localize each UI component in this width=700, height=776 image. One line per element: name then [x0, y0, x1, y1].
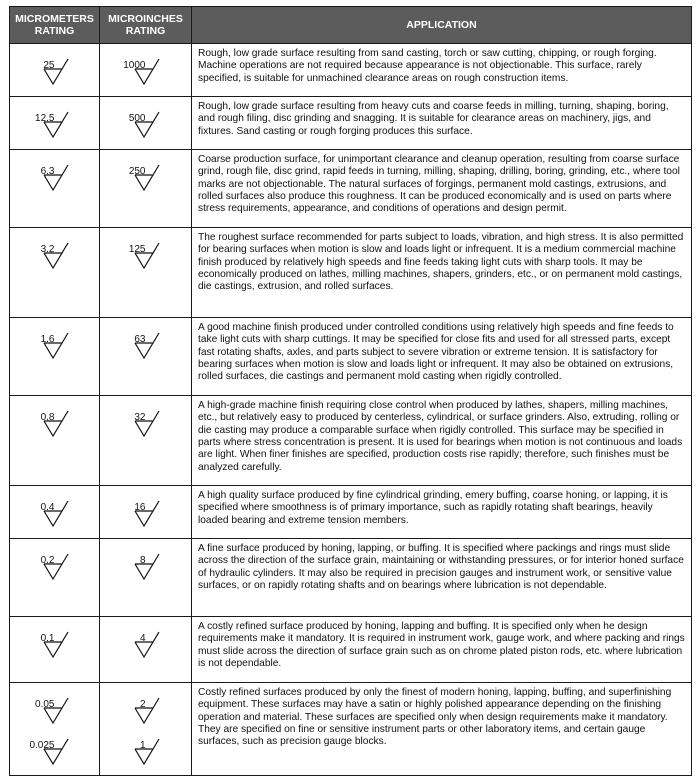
microinches-cell [100, 486, 192, 539]
surface-roughness-table [9, 6, 692, 776]
microinches-cell [100, 683, 192, 776]
micrometers-cell [10, 396, 100, 486]
micrometers-cell [10, 683, 100, 776]
microinches-cell [100, 318, 192, 396]
rating-value: 4 [139, 633, 146, 644]
finish-symbol-icon [29, 736, 78, 766]
finish-symbol-icon [32, 408, 78, 438]
application-text: A high quality surface produced by fine cylindrical grinding, emery buffing, coarse honing, or lapping, it is specified where smoothness is of primary importance, such as rapidly rotating shaft bearings, heavily loaded bearing and extreme tension members. [192, 486, 692, 539]
finish-symbol-icon [32, 330, 78, 360]
rating-value: 0.05 [35, 699, 55, 710]
micrometers-cell [10, 97, 100, 150]
micrometers-cell [10, 150, 100, 228]
rating-value: 0.2 [40, 555, 55, 566]
application-text: The roughest surface recommended for parts subject to loads, vibration, and high stress. It is also permitted for bearing surfaces when motion is slow and loads light or infrequent. It is a medium commercial machine finish produced by relatively high speeds and fine feeds taking light cuts with sharp tools. It may be economically produced on lathes, milling machines, shapers, grinders, etc., or on permanent mold castings, die castings, extrusion, and rolled surfaces. [192, 228, 692, 318]
rating-value: 16 [134, 502, 146, 513]
finish-symbol-icon [123, 498, 169, 528]
application-text: Coarse production surface, for unimportant clearance and cleanup operation, resulting from coarse surface grind, rough file, disc grind, rapid feeds in turning, milling, shaping, drilling, boring, grinding, etc., where tool marks are not objectionable. The natural surfaces of forgings, permanent mold castings, extrusions, and rolled surfaces also produce this roughness. It can be produced economically and is used on parts where stress requirements, appearance, and conditions of operations and design permit. [192, 150, 692, 228]
finish-symbol-icon [32, 162, 78, 192]
table-header-row [10, 7, 692, 44]
micrometers-cell [10, 486, 100, 539]
header-micrometers-line1: MICROMETERS [15, 13, 94, 25]
rating-value: 250 [128, 166, 146, 177]
micrometers-cell [10, 539, 100, 617]
micrometers-cell [10, 617, 100, 683]
micrometers-cell [10, 318, 100, 396]
application-text: A costly refined surface produced by honing, lapping and buffing. It is specified only when he design requirements make it mandatory. It is required in instrument work, gauge work, and where packing and rings must slide across the direction of surface grain such as on chrome plated piston rods, etc. where lubrication is not dependable. [192, 617, 692, 683]
check-mark-icon [123, 736, 169, 766]
header-microinches-rating [100, 7, 192, 44]
application-text: Rough, low grade surface resulting from sand casting, torch or saw cutting, chipping, or rough forging. Machine operations are not required because appearance is not objectionable. This surface, rarely specified, is suitable for unmachined clearance areas on rough construction items. [192, 44, 692, 97]
table-row [10, 617, 692, 683]
header-microinches-line2: RATING [125, 25, 166, 37]
application-text: A good machine finish produced under controlled conditions using relatively high speeds and fine feeds to take light cuts with sharp cuttings. It may be specified for close fits and used for all stressed parts, except fast rotating shafts, axles, and parts subject to severe vibration or extreme tension. It is satisfactory for bearing surfaces when motion is slow and loads light or infrequent. It may also be obtained on extrusions, rolled surfaces, die castings and permanent mold casting when rigidly controlled. [192, 318, 692, 396]
table-row [10, 396, 692, 486]
header-application: APPLICATION [192, 7, 692, 44]
microinches-cell [100, 396, 192, 486]
application-text: A high-grade machine finish requiring close control when produced by lathes, shapers, milling machines, etc., but relatively easy to produced by centerless, cylindrical, or surface grinders. Also, extruding, rolling or die casting may produce a comparable surface when rigidly controlled. This surface may be specified in parts where stress concentration is present. It is used for bearings when motion is not continuous and loads are light. When finer finishes are specified, production costs rise rapidly; therefore, such finishes must be analyzed carefully. [192, 396, 692, 486]
finish-symbol-icon [123, 56, 169, 86]
rating-value: 6.3 [40, 166, 55, 177]
finish-symbol-icon [123, 330, 169, 360]
finish-symbol-icon [123, 162, 169, 192]
rating-value: 8 [139, 555, 146, 566]
table-row [10, 683, 692, 776]
finish-symbol-icon [32, 551, 78, 581]
application-text: Rough, low grade surface resulting from heavy cuts and coarse feeds in milling, turning, shaping, boring, and rough filing, disc grinding and snagging. It is suitable for clearance areas on machinery, jigs, and fixtures. Sand casting or rough forging produces this surface. [192, 97, 692, 150]
microinches-cell [100, 617, 192, 683]
finish-symbol-icon [123, 109, 169, 139]
micrometers-cell [10, 228, 100, 318]
rating-value: 32 [134, 412, 146, 423]
rating-value: 2 [139, 699, 146, 710]
microinches-cell [100, 97, 192, 150]
finish-symbol-icon [32, 695, 78, 725]
rating-value: 1 [139, 740, 146, 751]
application-text: Costly refined surfaces produced by only the finest of modern honing, lapping, buffing, and superfinishing equipment. These surfaces may have a satin or highly polished appearance depending on the finishing operation and material. These surfaces are specified only when design requirements make it mandatory. They are specified on fine or sensitive instrument parts or other laboratory items, and certain gauge surfaces, such as precision gauge blocks. [192, 683, 692, 776]
microinches-cell [100, 539, 192, 617]
rating-value: 1000 [123, 60, 146, 71]
header-microinches-line1: MICROINCHES [108, 13, 183, 25]
microinches-cell [100, 44, 192, 97]
rating-value: 1.6 [40, 334, 55, 345]
rating-value: 500 [128, 113, 146, 124]
rating-value: 0.025 [29, 740, 55, 751]
table-row [10, 539, 692, 617]
rating-value: 63 [134, 334, 146, 345]
micrometers-cell [10, 44, 100, 97]
finish-symbol-icon [123, 629, 169, 659]
finish-symbol-icon [32, 498, 78, 528]
finish-symbol-icon [32, 240, 78, 270]
rating-value: 3.2 [40, 244, 55, 255]
table-row [10, 150, 692, 228]
finish-symbol-icon [123, 551, 169, 581]
finish-symbol-icon [32, 56, 78, 86]
finish-symbol-icon [32, 109, 78, 139]
finish-symbol-icon [32, 629, 78, 659]
table-row [10, 486, 692, 539]
finish-symbol-icon [123, 240, 169, 270]
microinches-cell [100, 228, 192, 318]
table-row [10, 228, 692, 318]
header-micrometers-line2: RATING [34, 25, 75, 37]
table-body [10, 44, 692, 776]
rating-value: 125 [128, 244, 146, 255]
rating-value: 0.1 [40, 633, 55, 644]
rating-value: 0.4 [40, 502, 55, 513]
rating-value: 0.8 [40, 412, 55, 423]
finish-symbol-icon [123, 736, 169, 766]
header-micrometers-rating [10, 7, 100, 44]
table-row [10, 97, 692, 150]
microinches-cell [100, 150, 192, 228]
rating-value: 12.5 [35, 113, 55, 124]
application-text: A fine surface produced by honing, lapping, or buffing. It is specified where packings and rings must slide across the direction of the surface grain, maintaining or withstanding pressures, or for interior honed surface of hydraulic cylinders. It may also be required in precision gauges and instrument work, or sensitive value surfaces, or on rapidly rotating shafts and on bearings where lubrication is not dependable. [192, 539, 692, 617]
finish-symbol-icon [123, 695, 169, 725]
rating-value: 25 [43, 60, 55, 71]
finish-symbol-icon [123, 408, 169, 438]
table-row [10, 44, 692, 97]
table-row [10, 318, 692, 396]
